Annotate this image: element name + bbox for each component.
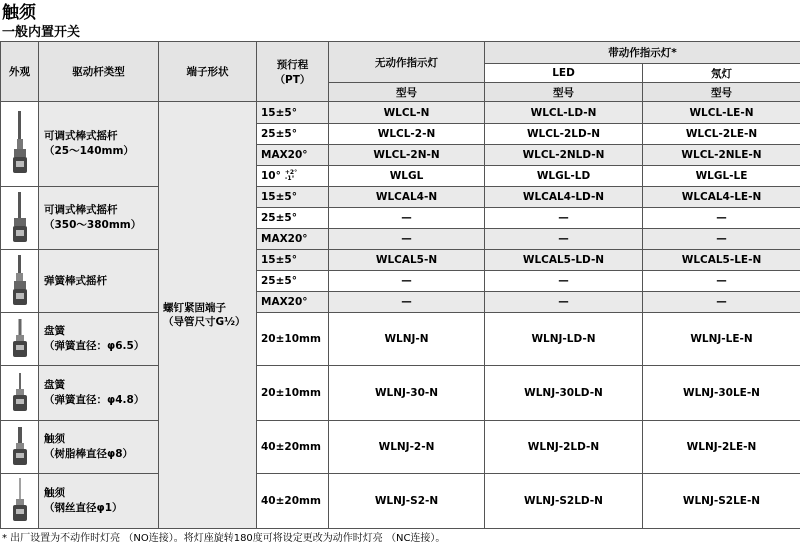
pt-value: 15±5°	[257, 187, 329, 208]
steel-wire-whisker-switch-icon	[9, 477, 31, 525]
header-model-neon: 型号	[643, 83, 800, 102]
pt-value: 40±20mm	[257, 421, 329, 474]
long-rod-lever-switch-icon	[9, 190, 31, 246]
header-lever-type: 驱动杆类型	[39, 42, 159, 102]
coil-spring-switch-icon	[9, 317, 31, 361]
model-led: —	[485, 208, 643, 229]
header-pt	[257, 42, 329, 102]
header-model-no-indicator: 型号	[329, 83, 485, 102]
switch-image	[1, 313, 39, 366]
pt-tolerance	[285, 170, 297, 182]
header-no-indicator: 无动作指示灯	[329, 42, 485, 83]
header-with-indicator: 带动作指示灯*	[485, 42, 800, 64]
header-pt-line2: （PT）	[274, 73, 311, 86]
model-table	[0, 41, 800, 529]
pt-tolerance-lower: -1°	[284, 175, 295, 182]
model-neon: WLCAL4-LE-N	[643, 187, 800, 208]
pt-value-with-tolerance	[257, 166, 329, 187]
lever-spec: （弹簧直径：φ6.5）	[44, 340, 145, 352]
pt-value: 25±5°	[257, 124, 329, 145]
page-title: 触须	[2, 3, 36, 23]
model-neon: WLCL-LE-N	[643, 102, 800, 124]
model-led: WLCL-2LD-N	[485, 124, 643, 145]
header-model-led: 型号	[485, 83, 643, 102]
terminal-line2: （导管尺寸G½）	[163, 316, 246, 328]
pt-value: MAX20°	[257, 145, 329, 166]
lever-type-cell	[39, 313, 159, 366]
lever-name: 触须	[44, 487, 65, 499]
switch-image	[1, 250, 39, 313]
model-neon: WLCL-2NLE-N	[643, 145, 800, 166]
model-no-indicator: WLCL-2-N	[329, 124, 485, 145]
terminal-cell	[159, 102, 257, 529]
lever-name: 盘簧	[44, 379, 65, 391]
model-led: WLNJ-LD-N	[485, 313, 643, 366]
header-led: LED	[485, 64, 643, 83]
lever-type-cell	[39, 250, 159, 313]
lever-name: 可调式棒式摇杆	[44, 204, 118, 216]
model-led: WLNJ-2LD-N	[485, 421, 643, 474]
footnote: * 出厂设置为不动作时灯亮 （NO连接）。将灯座旋转180度可将设定更改为动作时灯亮 （NC连接）。	[2, 533, 446, 544]
model-led: WLCAL5-LD-N	[485, 250, 643, 271]
model-no-indicator: WLCL-2N-N	[329, 145, 485, 166]
model-led: WLGL-LD	[485, 166, 643, 187]
model-neon: —	[643, 229, 800, 250]
switch-image	[1, 474, 39, 529]
model-no-indicator: —	[329, 229, 485, 250]
model-led: —	[485, 271, 643, 292]
model-no-indicator: —	[329, 208, 485, 229]
lever-name: 触须	[44, 433, 65, 445]
model-led: WLNJ-S2LD-N	[485, 474, 643, 529]
header-terminal: 端子形状	[159, 42, 257, 102]
pt-value: MAX20°	[257, 229, 329, 250]
model-led: WLCL-LD-N	[485, 102, 643, 124]
lever-spec: （钢丝直径φ1）	[44, 502, 123, 514]
lever-type-cell	[39, 102, 159, 187]
model-no-indicator: —	[329, 292, 485, 313]
model-neon: —	[643, 292, 800, 313]
pt-value: 25±5°	[257, 208, 329, 229]
header-neon: 氖灯	[643, 64, 800, 83]
pt-value: 10°	[261, 170, 281, 182]
pt-value: 20±10mm	[257, 366, 329, 421]
resin-whisker-switch-icon	[9, 425, 31, 469]
pt-value: MAX20°	[257, 292, 329, 313]
model-neon: WLCL-2LE-N	[643, 124, 800, 145]
model-no-indicator: WLNJ-2-N	[329, 421, 485, 474]
lever-type-cell	[39, 474, 159, 529]
lever-name: 可调式棒式摇杆	[44, 130, 118, 142]
rod-lever-switch-icon	[9, 109, 31, 179]
model-led: WLCAL4-LD-N	[485, 187, 643, 208]
header-pt-line1: 预行程	[276, 58, 309, 71]
switch-image	[1, 102, 39, 187]
model-no-indicator: WLNJ-N	[329, 313, 485, 366]
model-no-indicator: WLCAL5-N	[329, 250, 485, 271]
pt-value: 25±5°	[257, 271, 329, 292]
model-neon: —	[643, 271, 800, 292]
model-no-indicator: WLNJ-S2-N	[329, 474, 485, 529]
switch-image	[1, 366, 39, 421]
model-neon: WLNJ-2LE-N	[643, 421, 800, 474]
model-led: WLCL-2NLD-N	[485, 145, 643, 166]
model-neon: WLNJ-S2LE-N	[643, 474, 800, 529]
model-no-indicator: —	[329, 271, 485, 292]
model-led: —	[485, 292, 643, 313]
model-no-indicator: WLGL	[329, 166, 485, 187]
model-neon: WLCAL5-LE-N	[643, 250, 800, 271]
pt-value: 15±5°	[257, 102, 329, 124]
lever-name: 盘簧	[44, 325, 65, 337]
lever-spec: （25～140mm）	[44, 145, 134, 157]
lever-type-cell	[39, 421, 159, 474]
model-neon: —	[643, 208, 800, 229]
section-subtitle: 一般内置开关	[2, 25, 81, 40]
spring-rod-lever-switch-icon	[9, 253, 31, 309]
model-led: WLNJ-30LD-N	[485, 366, 643, 421]
pt-value: 15±5°	[257, 250, 329, 271]
model-neon: WLGL-LE	[643, 166, 800, 187]
model-no-indicator: WLNJ-30-N	[329, 366, 485, 421]
switch-image	[1, 187, 39, 250]
switch-image	[1, 421, 39, 474]
pt-value: 40±20mm	[257, 474, 329, 529]
model-no-indicator: WLCL-N	[329, 102, 485, 124]
coil-spring-switch-icon	[9, 371, 31, 415]
model-neon: WLNJ-LE-N	[643, 313, 800, 366]
lever-spec: （350～380mm）	[44, 219, 142, 231]
lever-name: 弹簧棒式摇杆	[44, 274, 107, 287]
lever-type-cell	[39, 366, 159, 421]
terminal-line1: 螺钉紧固端子	[163, 302, 226, 314]
lever-spec: （树脂棒直径φ8）	[44, 448, 134, 460]
model-neon: WLNJ-30LE-N	[643, 366, 800, 421]
pt-tolerance-upper: +2°	[284, 169, 298, 176]
lever-type-cell	[39, 187, 159, 250]
header-appearance: 外观	[1, 42, 39, 102]
lever-spec: （弹簧直径：φ4.8）	[44, 394, 145, 406]
model-no-indicator: WLCAL4-N	[329, 187, 485, 208]
pt-value: 20±10mm	[257, 313, 329, 366]
model-led: —	[485, 229, 643, 250]
